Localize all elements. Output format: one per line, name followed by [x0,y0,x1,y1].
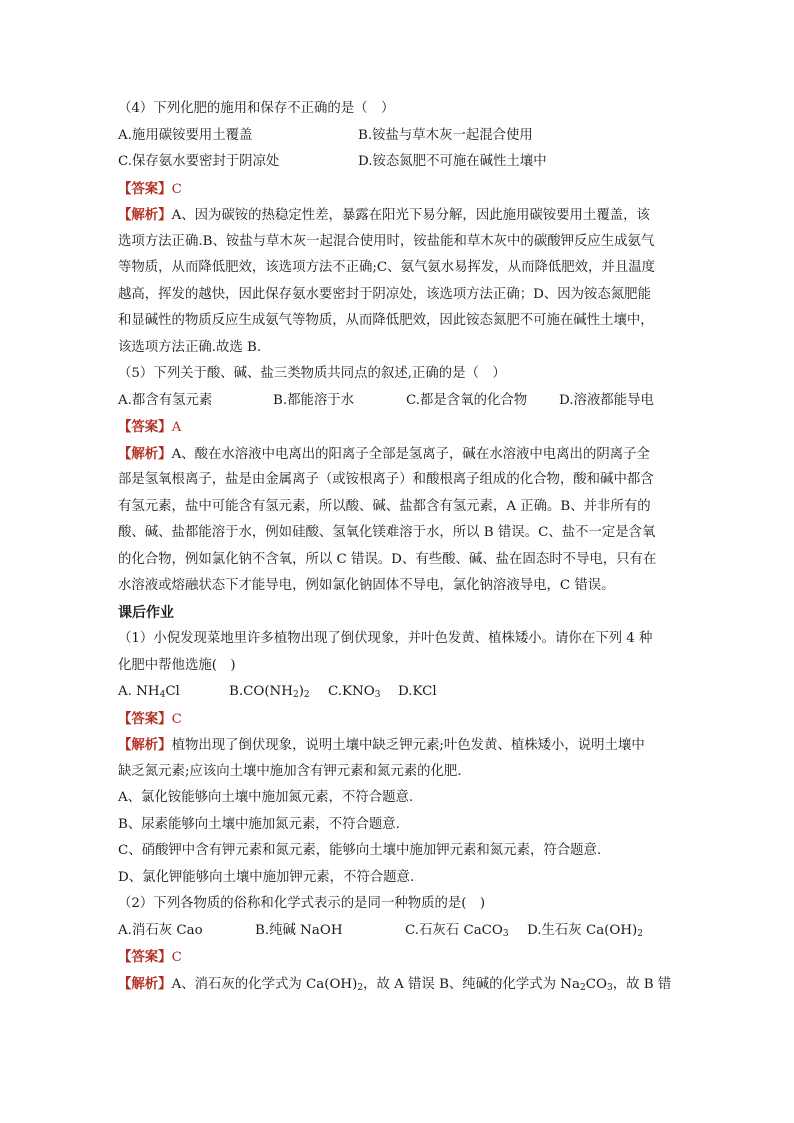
answer-tag: 【答案】 [118,180,172,197]
options-row [118,388,678,415]
options-row [118,123,678,150]
analysis-text: 酸、碱、盐都能溶于水，例如硅酸、氢氧化镁难溶于水，所以 B 错误。C、盐不一定是含氧 [118,525,656,540]
option-c: $C.KNO_3$ [328,684,381,700]
analysis-text: 选项方法正确.B、铵盐与草木灰一起混合使用时，铵盐能和草木灰中的碳酸钾反应生成氨气 [118,233,655,249]
analysis-text: 水溶液或熔融状态下才能导电，例如氯化钠固体不导电，氯化钠溶液导电，C 错误。 [118,578,615,593]
options-row [118,679,678,706]
option-d: D.溶液都能导电 [559,392,654,408]
option-a: A.施用碳铵要用土覆盖 [118,127,253,143]
options-row [118,149,678,176]
answer-line [118,176,678,203]
analysis-text: 植物出现了倒伏现象，说明土壤中缺乏钾元素;叶色发黄、植株矮小，说明土壤中 [171,738,645,753]
option-b: $B.CO(NH_2)_2$ [229,684,310,700]
answer-tag: 【答案】 [118,419,172,435]
option-d: D.KCl [398,684,437,699]
option-c: C.保存氨水要密封于阴凉处 [118,154,280,169]
option-a: A. $NH_4Cl$ [118,684,180,700]
analysis-line [118,441,678,468]
answer-value: C [171,181,182,197]
analysis-text: 该选项方法正确.故选 B. [118,339,262,355]
analysis-point: A、氯化铵能够向土壤中施加氮元素，不符合题意. [118,790,414,805]
answer-tag: 【答案】 [118,949,172,965]
analysis-point: C、硝酸钾中含有钾元素和氮元素，能够向土壤中施加钾元素和氮元素，符合题意. [118,843,602,858]
section-heading: 课后作业 [118,604,174,621]
answer-value: C [171,711,182,727]
question-stem: （1）小倪发现菜地里许多植物出现了倒伏现象，并叶色发黄、植株矮小。请你在下列 4 种 [118,631,653,646]
question-stem: （5）下列关于酸、碱、盐三类物质共同点的叙述,正确的是（ ） [118,366,506,381]
answer-value: A [171,420,182,435]
answer-tag: 【答案】 [118,710,172,727]
question-stem: （2）下列各物质的俗称和化学式表示的是同一种物质的是( ) [118,896,486,911]
analysis-text: A、消石灰的化学式为 $Ca(OH)_2$，故 A 错误 B、纯碱的化学式为 $Na_2CO_3$，故 B 错 [171,976,672,993]
analysis-tag: 【解析】 [118,445,172,462]
analysis-text: 越高，挥发的越快，因此保存氨水要密封于阴凉处，该选项方法正确；D、因为铵态氮肥能 [118,286,651,302]
analysis-point: D、氯化钾能够向土壤中施加钾元素，不符合题意. [118,869,415,885]
answer-value: C [171,950,182,965]
analysis-line [118,732,678,759]
analysis-text: 和显碱性的物质反应生成氨气等物质，从而降低肥效，因此铵态氮肥不可施在碱性土壤中， [118,313,654,328]
analysis-point: B、尿素能够向土壤中施加氮元素，不符合题意. [118,816,400,832]
analysis-text: A、酸在水溶液中电离出的阳离子全部是氢离子，碱在水溶液中电离出的阴离子全 [171,446,650,462]
analysis-text: 有氢元素，盐中可能含有氢元素，所以酸、碱、盐都含有氢元素，A 正确。B、并非所有的 [118,498,651,514]
option-b: B.纯碱 NaOH [255,922,343,938]
analysis-tag: 【解析】 [118,975,172,992]
option-b: B.铵盐与草木灰一起混合使用 [358,127,533,143]
analysis-tag: 【解析】 [118,737,172,753]
option-d: D.铵态氮肥不可施在碱性土壤中 [358,154,547,169]
analysis-line [118,202,678,229]
option-c: C.都是含氧的化合物 [406,392,528,408]
analysis-text: 等物质，从而降低肥效，该选项方法不正确;C、氨气氨水易挥发，从而降低肥效，并且温度 [118,260,655,275]
analysis-text: 缺乏氮元素;应该向土壤中施加含有钾元素和氮元素的化肥. [118,763,462,779]
answer-line [118,706,678,733]
analysis-line [118,971,678,998]
options-row [118,918,678,945]
question-stem: 化肥中帮他选施( ) [118,657,236,673]
option-d: D.生石灰 $Ca(OH)_2$ [527,922,644,939]
option-c: C.石灰石 CaCO$_3$ [405,922,509,939]
analysis-text: A、因为碳铵的热稳定性差，暴露在阳光下易分解，因此施用碳铵要用土覆盖，该 [171,208,650,223]
answer-line [118,414,678,441]
document-page [118,96,678,997]
answer-line [118,944,678,971]
option-a: A.都含有氢元素 [118,392,213,408]
analysis-text: 的化合物，例如氯化钠不含氧，所以 C 错误。D、有些酸、碱、盐在固态时不导电，只有在 [118,551,657,567]
option-b: B.都能溶于水 [273,392,355,408]
analysis-tag: 【解析】 [118,207,172,223]
analysis-text: 部是氢氧根离子，盐是由金属离子（或铵根离子）和酸根离子组成的化合物，酸和碱中都含 [118,472,654,487]
question-stem: （4）下列化肥的施用和保存不正确的是（ ） [118,101,395,116]
option-a: A.消石灰 Cao [118,922,203,938]
